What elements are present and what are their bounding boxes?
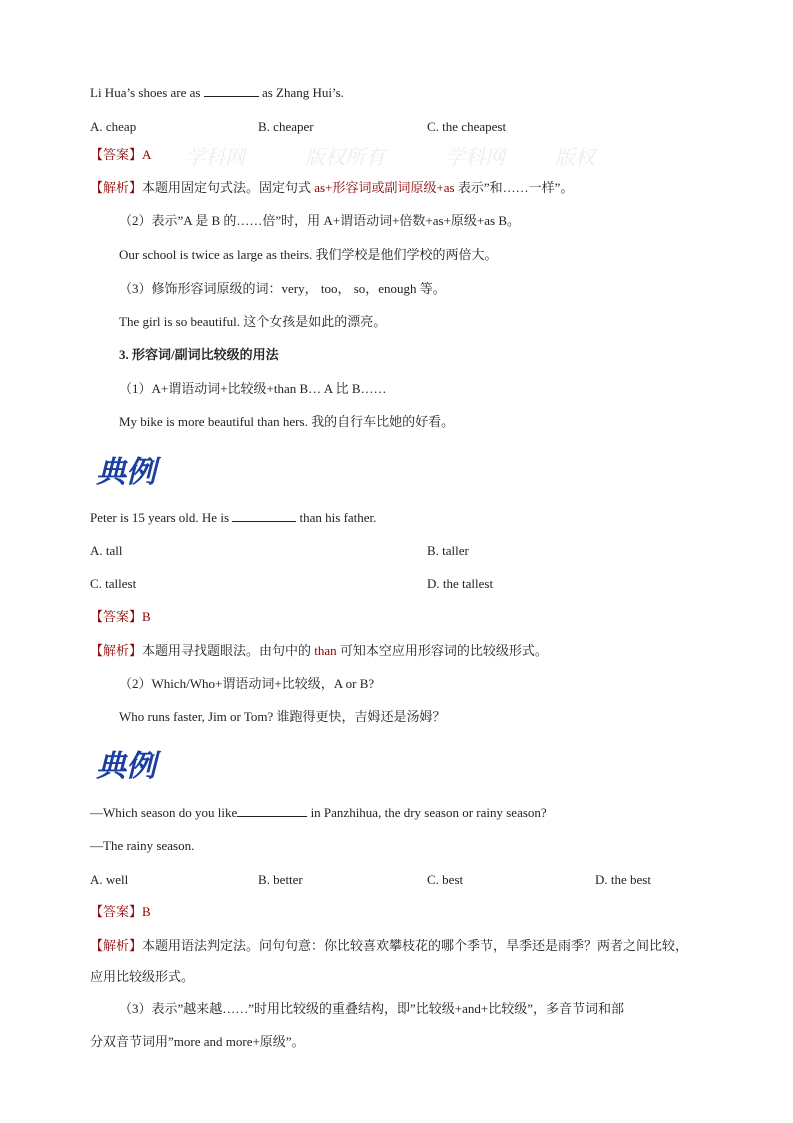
q1-stem: Li Hua’s shoes are as as Zhang Hui’s. [90, 85, 344, 100]
q3-option-b: B. better [258, 872, 303, 887]
q2-option-b: B. taller [427, 543, 469, 558]
q3-line-2: —The rainy season. [90, 838, 195, 853]
rule-3-repetition: （3）表示”越来越……”时用比较级的重叠结构，即”比较级+and+比较级”，多音节词和部 [119, 1001, 625, 1016]
q2-stem: Peter is 15 years old. He is than his father. [90, 510, 377, 525]
rule-2-example: Our school is twice as large as theirs. 我们学校是他们学校的两倍大。 [119, 247, 498, 262]
q3-analysis: 【解析】本题用语法判定法。问句句意：你比较喜欢攀枝花的哪个季节，旱季还是雨季？两者之间比较， [90, 938, 689, 953]
svg-text:典例: 典例 [96, 455, 156, 490]
rule-2-which-who: （2）Which/Who+谓语动词+比较级，A or B? [119, 676, 375, 691]
section-3-heading: 3. 形容词/副词比较级的用法 [119, 347, 279, 362]
q2-answer: 【答案】B [90, 609, 151, 624]
q3-option-a: A. well [90, 872, 129, 887]
q1-option-a: A. cheap [90, 119, 137, 134]
q2-analysis: 【解析】本题用寻找题眼法。由句中的 than 可知本空应用形容词的比较级形式。 [90, 643, 548, 658]
q3-option-d: D. the best [595, 872, 651, 887]
answer-blank [232, 509, 296, 522]
q3-option-c: C. best [427, 872, 464, 887]
q3-analysis-cont: 应用比较级形式。 [90, 969, 195, 984]
rule-3-example: The girl is so beautiful. 这个女孩是如此的漂亮。 [119, 314, 387, 329]
q2-option-a: A. tall [90, 543, 123, 558]
example-logo [94, 452, 174, 490]
rule-2-which-example: Who runs faster, Jim or Tom? 谁跑得更快，吉姆还是汤姆？ [119, 709, 446, 724]
q1-answer: 【答案】A [90, 147, 152, 162]
svg-text:典例: 典例 [96, 749, 156, 784]
svg-text:学科网: 学科网 [185, 145, 245, 169]
watermark [185, 140, 655, 172]
q1-option-c: C. the cheapest [427, 119, 507, 134]
q3-answer: 【答案】B [90, 904, 151, 919]
section-3-rule-1: （1）A+谓语动词+比较级+than B… A 比 B…… [119, 381, 387, 396]
section-3-example-1: My bike is more beautiful than hers. 我的自行车比她的好看。 [119, 414, 455, 429]
q1-analysis: 【解析】本题用固定句式法。固定句式 as+形容词或副词原级+as 表示”和……一样”。 [90, 180, 574, 195]
q2-option-c: C. tallest [90, 576, 137, 591]
q3-line-1: —Which season do you like in Panzhihua, the dry season or rainy season? [90, 805, 547, 820]
rule-3-repetition-cont: 分双音节词用”more and more+原级”。 [90, 1034, 305, 1049]
q1-option-b: B. cheaper [258, 119, 314, 134]
q2-option-d: D. the tallest [427, 576, 494, 591]
svg-text:学科网: 学科网 [445, 145, 505, 169]
answer-blank [204, 84, 259, 97]
svg-text:版权: 版权 [555, 145, 595, 169]
example-logo [94, 746, 174, 784]
svg-text:版权所有: 版权所有 [305, 145, 385, 169]
answer-blank [237, 804, 307, 817]
rule-3-modifiers: （3）修饰形容词原级的词：very， too， so，enough 等。 [119, 281, 446, 296]
rule-2-times: （2）表示”A 是 B 的……倍”时，用 A+谓语动词+倍数+as+原级+as B。 [119, 213, 521, 228]
